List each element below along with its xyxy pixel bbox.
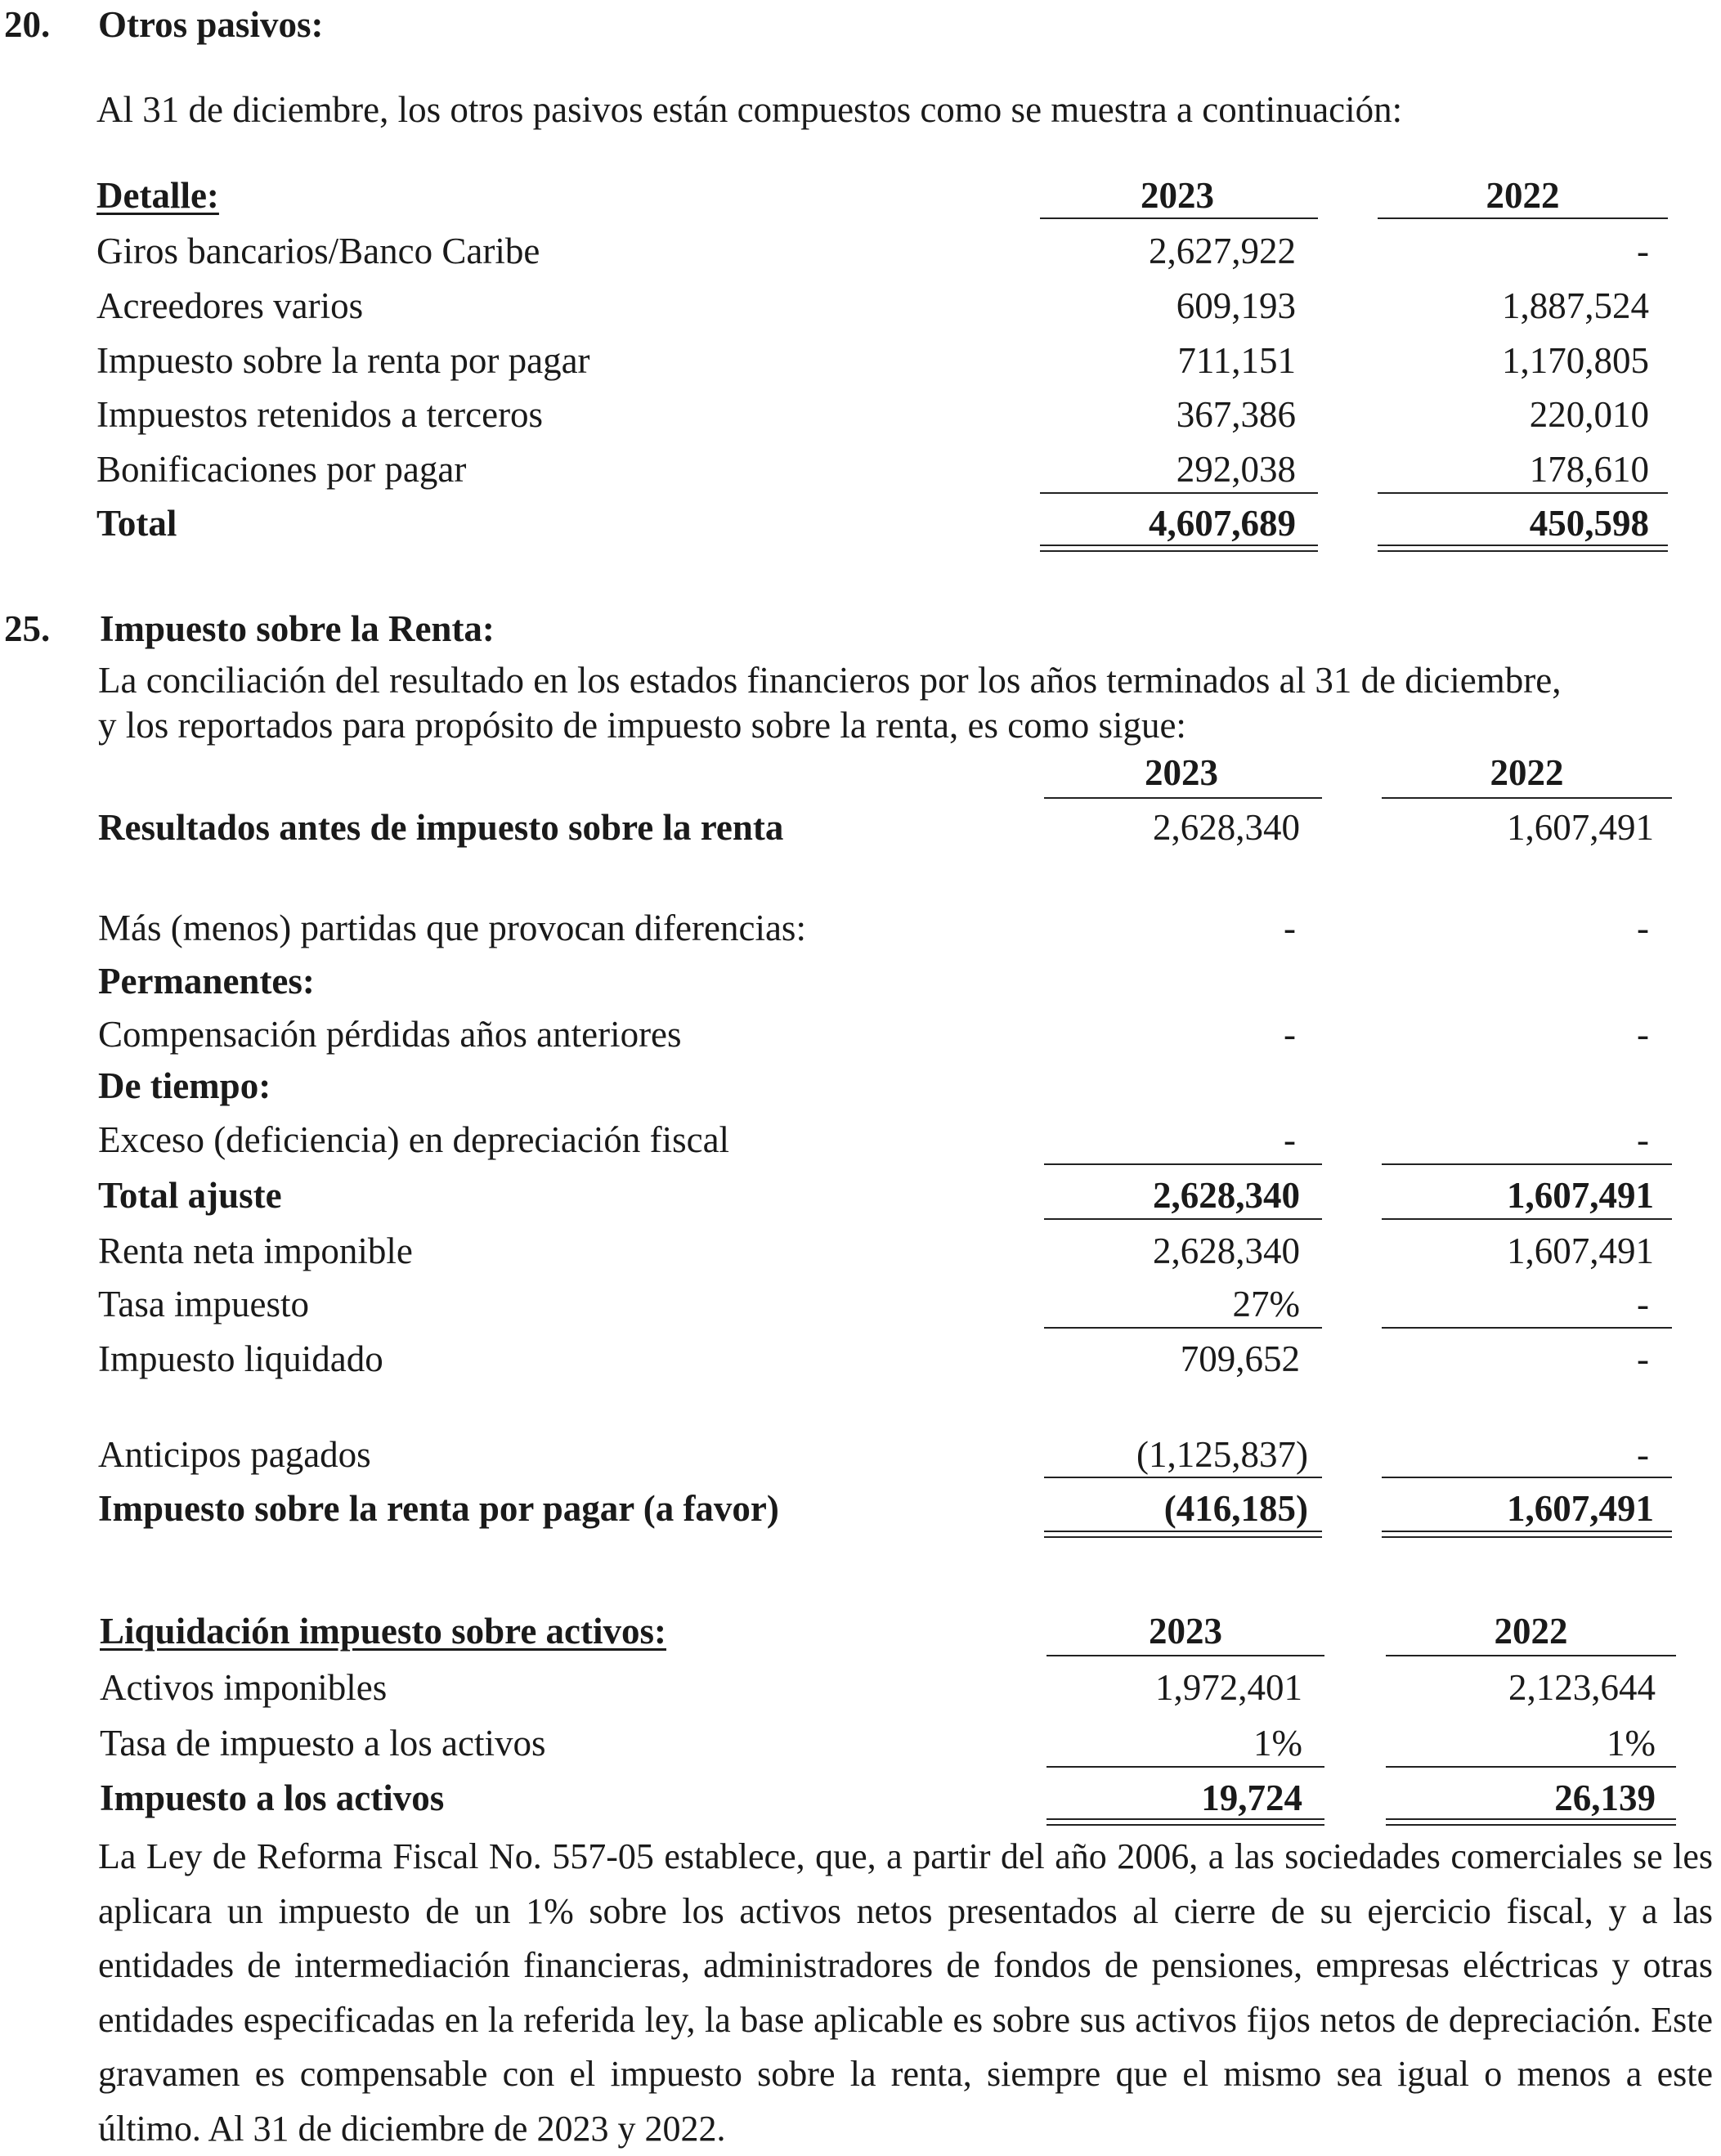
table-cell-2022: - xyxy=(1637,1434,1649,1475)
table-row-label: Impuesto sobre la renta por pagar xyxy=(96,340,590,381)
section-25-intro-line-1: La conciliación del resultado en los estados financieros por los años terminados al 31 de diciembre, xyxy=(98,660,1562,701)
s25-final-double-rule-2022 xyxy=(1382,1531,1672,1538)
table-cell-2022: - xyxy=(1637,908,1649,948)
activos-legal-paragraph: La Ley de Reforma Fiscal No. 557-05 establece, que, a partir del año 2006, a las sociedades comerciales se les aplicara un impuesto de un 1% sobre los activos netos presentados al cierre de su ejercicio fiscal, y a las entidades de intermediación financieras, administradores de fondos de pensiones, empresas eléctricas y otras entidades especificadas en la referida ley, la base aplicable es sobre sus activos fijos netos de depreciación. Este gravamen es compensable con el impuesto sobre la renta, siempre que el mismo sea igual o menos a este último. Al 31 de diciembre de 2023 y 2022. xyxy=(98,1836,1713,2149)
table-row-label: Impuesto liquidado xyxy=(98,1338,383,1379)
table-row-label: Impuestos retenidos a terceros xyxy=(96,394,544,435)
table-row-label: Tasa de impuesto a los activos xyxy=(100,1723,546,1764)
section-25-number: 25. xyxy=(4,608,51,649)
activos-total-double-rule-2022 xyxy=(1386,1818,1676,1826)
table-cell-2022: 1,607,491 xyxy=(1507,807,1654,848)
table-cell-2023: - xyxy=(1284,1119,1296,1160)
s25-header-rule-2022 xyxy=(1382,797,1672,799)
table-cell-2023: 2,628,340 xyxy=(1153,1230,1300,1271)
table-cell-2023: (1,125,837) xyxy=(1136,1434,1308,1475)
s25-anticipos-rule-2022 xyxy=(1382,1477,1672,1478)
table-row-label: Impuesto sobre la renta por pagar (a favor) xyxy=(98,1488,779,1529)
table-cell-2022: - xyxy=(1637,231,1649,271)
table-cell-2022: 178,610 xyxy=(1529,449,1649,490)
table-row-label: Tasa impuesto xyxy=(98,1284,310,1325)
activos-tasa-rule-2022 xyxy=(1386,1766,1676,1768)
s25-header-rule-2023 xyxy=(1044,797,1322,799)
activos-header-2022: 2022 xyxy=(1494,1611,1568,1652)
s25-final-double-rule-2023 xyxy=(1044,1531,1322,1538)
s20-header-rule-2023 xyxy=(1040,217,1318,219)
activos-header-2023: 2023 xyxy=(1149,1611,1222,1652)
s20-header-rule-2022 xyxy=(1378,217,1668,219)
table-cell-2023: 2,628,340 xyxy=(1153,1175,1300,1216)
table-cell-2022: 1% xyxy=(1607,1723,1656,1764)
activos-total-double-rule-2023 xyxy=(1046,1818,1324,1826)
table-cell-2022: 1,170,805 xyxy=(1502,340,1649,381)
table-row-label: Activos imponibles xyxy=(100,1667,388,1708)
table-row-label: Bonificaciones por pagar xyxy=(96,449,467,490)
s20-header-2022: 2022 xyxy=(1486,175,1560,216)
table-cell-2023: 27% xyxy=(1232,1284,1300,1325)
table-cell-2023: 2,628,340 xyxy=(1153,807,1300,848)
s20-total-label: Total xyxy=(96,503,177,544)
table-cell-2022: 1,607,491 xyxy=(1507,1230,1654,1271)
table-row-label: Renta neta imponible xyxy=(98,1230,413,1271)
table-cell-2022: 220,010 xyxy=(1529,394,1649,435)
s25-anticipos-rule-2023 xyxy=(1044,1477,1322,1478)
table-cell-2023: - xyxy=(1284,1014,1296,1055)
s25-adjust-rule-2022 xyxy=(1382,1163,1672,1165)
s25-total-ajuste-rule-2023 xyxy=(1044,1218,1322,1220)
s25-header-2022: 2022 xyxy=(1490,752,1564,793)
activos-header-label: Liquidación impuesto sobre activos: xyxy=(100,1611,666,1652)
s20-total-2022: 450,598 xyxy=(1529,503,1649,544)
table-cell-2023: 19,724 xyxy=(1201,1777,1302,1818)
table-cell-2022: 2,123,644 xyxy=(1508,1667,1656,1708)
table-row-label: Giros bancarios/Banco Caribe xyxy=(96,231,540,271)
s20-total-double-rule-2022 xyxy=(1378,545,1668,552)
table-cell-2022: 1,607,491 xyxy=(1507,1175,1654,1216)
s20-header-label: Detalle: xyxy=(96,175,219,216)
s20-header-2023: 2023 xyxy=(1141,175,1214,216)
activos-header-rule-2023 xyxy=(1046,1655,1324,1656)
table-cell-2023: 2,627,922 xyxy=(1149,231,1296,271)
activos-header-rule-2022 xyxy=(1386,1655,1676,1656)
section-25-title: Impuesto sobre la Renta: xyxy=(100,608,495,649)
table-cell-2023: 1,972,401 xyxy=(1155,1667,1302,1708)
section-25-intro-line-2: y los reportados para propósito de impuesto sobre la renta, es como sigue: xyxy=(98,705,1186,746)
section-20-number: 20. xyxy=(4,4,51,45)
table-cell-2023: 292,038 xyxy=(1176,449,1296,490)
table-cell-2023: 609,193 xyxy=(1176,285,1296,326)
table-row-label: Más (menos) partidas que provocan diferencias: xyxy=(98,908,806,948)
section-20-title: Otros pasivos: xyxy=(98,4,324,45)
table-cell-2023: 1% xyxy=(1253,1723,1302,1764)
table-cell-2022: 1,887,524 xyxy=(1502,285,1649,326)
table-row-label: Impuesto a los activos xyxy=(100,1777,445,1818)
s25-adjust-rule-2023 xyxy=(1044,1163,1322,1165)
table-cell-2022: 1,607,491 xyxy=(1507,1488,1654,1529)
s20-subtotal-rule-2022 xyxy=(1378,492,1668,494)
table-cell-2023: 367,386 xyxy=(1176,394,1296,435)
s20-subtotal-rule-2023 xyxy=(1040,492,1318,494)
table-cell-2023: 709,652 xyxy=(1180,1338,1300,1379)
table-cell-2022: - xyxy=(1637,1119,1649,1160)
table-row-label: Anticipos pagados xyxy=(98,1434,371,1475)
table-cell-2022: - xyxy=(1637,1284,1649,1325)
s25-tasa-rule-2022 xyxy=(1382,1327,1672,1329)
table-cell-2023: - xyxy=(1284,908,1296,948)
table-cell-2022: - xyxy=(1637,1338,1649,1379)
table-cell-2023: 711,151 xyxy=(1177,340,1296,381)
table-cell-2022: - xyxy=(1637,1014,1649,1055)
table-row-label: Resultados antes de impuesto sobre la renta xyxy=(98,807,784,848)
s20-total-2023: 4,607,689 xyxy=(1149,503,1296,544)
table-row-label: Total ajuste xyxy=(98,1175,282,1216)
table-row-label: Exceso (deficiencia) en depreciación fiscal xyxy=(98,1119,730,1160)
s20-total-double-rule-2023 xyxy=(1040,545,1318,552)
s25-tasa-rule-2023 xyxy=(1044,1327,1322,1329)
section-20-intro: Al 31 de diciembre, los otros pasivos están compuestos como se muestra a continuación: xyxy=(96,89,1403,130)
s25-header-2023: 2023 xyxy=(1145,752,1218,793)
table-subheading: De tiempo: xyxy=(98,1065,271,1106)
activos-tasa-rule-2023 xyxy=(1046,1766,1324,1768)
table-row-label: Compensación pérdidas años anteriores xyxy=(98,1014,682,1055)
table-cell-2023: (416,185) xyxy=(1163,1488,1308,1529)
table-cell-2022: 26,139 xyxy=(1554,1777,1656,1818)
table-subheading: Permanentes: xyxy=(98,961,315,1002)
table-row-label: Acreedores varios xyxy=(96,285,364,326)
s25-total-ajuste-rule-2022 xyxy=(1382,1218,1672,1220)
